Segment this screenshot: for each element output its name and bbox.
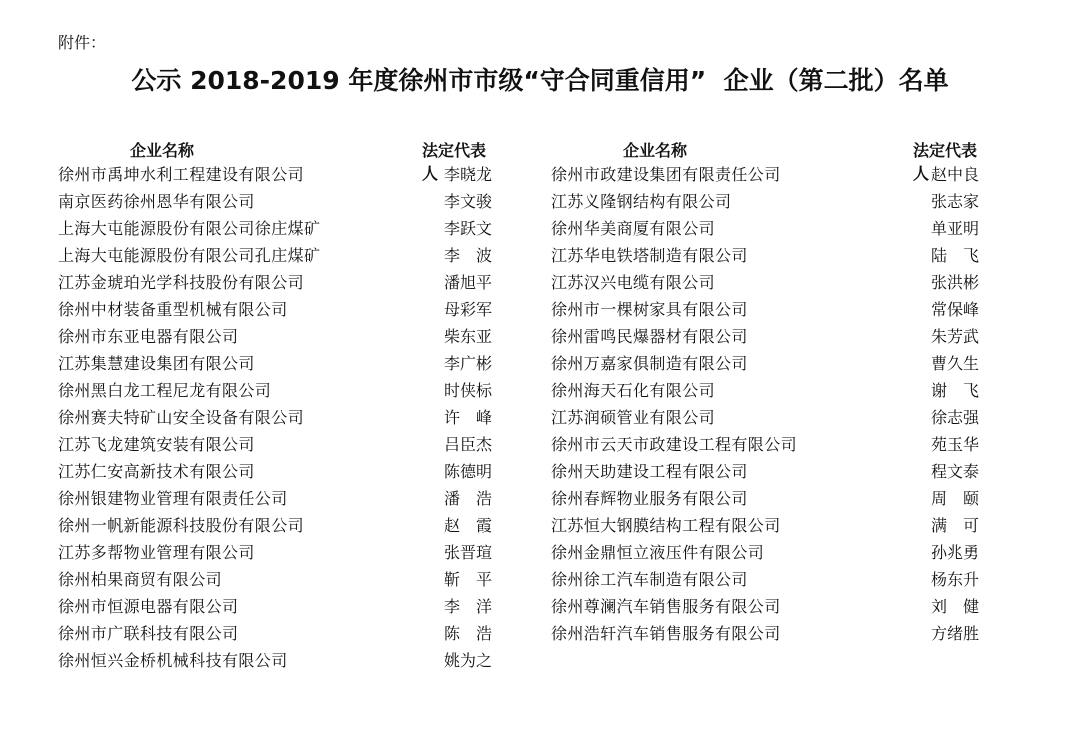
table-row (58, 243, 498, 270)
legal-representative: 单亚明 (930, 219, 979, 238)
company-name: 徐州市政建设集团有限责任公司 (551, 165, 781, 184)
legal-representative: 满 可 (930, 516, 979, 535)
company-name: 徐州海天石化有限公司 (551, 381, 716, 400)
legal-representative: 陈 浩 (443, 624, 492, 643)
company-name: 徐州春辉物业服务有限公司 (551, 489, 748, 508)
table-row (58, 405, 498, 432)
table-row (551, 162, 991, 189)
company-name: 徐州一帆新能源科技股份有限公司 (58, 516, 305, 535)
company-name: 江苏金琥珀光学科技股份有限公司 (58, 273, 305, 292)
legal-representative: 谢 飞 (930, 381, 979, 400)
company-name: 江苏润硕管业有限公司 (551, 408, 716, 427)
legal-representative: 潘 浩 (443, 489, 492, 508)
table-row (551, 324, 991, 351)
legal-representative: 陈德明 (443, 462, 492, 481)
table-row (551, 378, 991, 405)
company-name: 徐州天助建设工程有限公司 (551, 462, 748, 481)
legal-representative: 朱芳武 (930, 327, 979, 346)
table-row (551, 216, 991, 243)
legal-representative: 刘 健 (930, 597, 979, 616)
table-row (58, 459, 498, 486)
legal-representative: 李跃文 (443, 219, 492, 238)
table-row (58, 432, 498, 459)
company-name: 徐州柏果商贸有限公司 (58, 570, 223, 589)
legal-representative: 李 波 (443, 246, 492, 265)
right-table-body (551, 162, 991, 648)
legal-representative: 杨东升 (930, 570, 979, 589)
table-row (551, 243, 991, 270)
legal-representative: 曹久生 (930, 354, 979, 373)
company-name: 徐州黑白龙工程尼龙有限公司 (58, 381, 272, 400)
legal-representative: 柴东亚 (443, 327, 492, 346)
company-name: 徐州金鼎恒立液压件有限公司 (551, 543, 765, 562)
company-name: 江苏集慧建设集团有限公司 (58, 354, 255, 373)
legal-representative: 常保峰 (930, 300, 979, 319)
company-name: 江苏多帮物业管理有限公司 (58, 543, 255, 562)
company-name: 江苏义隆钢结构有限公司 (551, 192, 732, 211)
legal-representative-header: 法定代表人 (913, 141, 978, 183)
document-title: 公示 2018-2019 年度徐州市市级“守合同重信用” 企业（第二批）名单 (131, 66, 949, 95)
company-name: 江苏汉兴电缆有限公司 (551, 273, 716, 292)
legal-representative: 孙兆勇 (930, 543, 979, 562)
legal-representative: 李晓龙 (443, 165, 492, 184)
company-name: 徐州市恒源电器有限公司 (58, 597, 239, 616)
table-row (58, 162, 498, 189)
company-name: 徐州徐工汽车制造有限公司 (551, 570, 748, 589)
company-name: 徐州恒兴金桥机械科技有限公司 (58, 651, 288, 670)
company-name: 徐州雷鸣民爆器材有限公司 (551, 327, 748, 346)
attachment-label: 附件： (58, 33, 107, 52)
company-name: 上海大屯能源股份有限公司孔庄煤矿 (58, 246, 321, 265)
company-name: 南京医药徐州恩华有限公司 (58, 192, 255, 211)
legal-representative: 张晋瑄 (443, 543, 492, 562)
legal-representative: 陆 飞 (930, 246, 979, 265)
table-row (551, 486, 991, 513)
table-row (551, 513, 991, 540)
legal-representative: 姚为之 (443, 651, 492, 670)
company-name: 徐州华美商厦有限公司 (551, 219, 716, 238)
company-name: 徐州市东亚电器有限公司 (58, 327, 239, 346)
legal-representative: 潘旭平 (443, 273, 492, 292)
table-row (58, 378, 498, 405)
table-row (58, 216, 498, 243)
legal-representative: 吕臣杰 (443, 435, 492, 454)
table-row (551, 540, 991, 567)
table-row (58, 513, 498, 540)
company-name: 徐州中材装备重型机械有限公司 (58, 300, 288, 319)
company-name-header: 企业名称 (623, 141, 688, 160)
table-row (58, 270, 498, 297)
table-row (58, 297, 498, 324)
table-row (551, 270, 991, 297)
table-row (58, 594, 498, 621)
legal-representative: 母彩军 (443, 300, 492, 319)
company-name: 徐州市云天市政建设工程有限公司 (551, 435, 798, 454)
table-row (58, 648, 498, 675)
right-table (551, 138, 991, 648)
table-row (551, 459, 991, 486)
company-name: 徐州赛夫特矿山安全设备有限公司 (58, 408, 305, 427)
table-row (58, 189, 498, 216)
table-row (551, 189, 991, 216)
company-name: 徐州市广联科技有限公司 (58, 624, 239, 643)
legal-representative: 方绪胜 (930, 624, 979, 643)
company-name: 徐州万嘉家俱制造有限公司 (551, 354, 748, 373)
left-table (58, 138, 498, 675)
legal-representative: 李 洋 (443, 597, 492, 616)
company-name: 徐州市一棵树家具有限公司 (551, 300, 748, 319)
legal-representative: 周 颐 (930, 489, 979, 508)
table-row (58, 324, 498, 351)
legal-representative: 赵中良 (930, 165, 979, 184)
table-row (58, 567, 498, 594)
legal-representative: 徐志强 (930, 408, 979, 427)
table-row (58, 540, 498, 567)
left-table-body (58, 162, 498, 675)
legal-representative: 苑玉华 (930, 435, 979, 454)
table-row (58, 351, 498, 378)
table-row (551, 594, 991, 621)
company-name: 徐州尊澜汽车销售服务有限公司 (551, 597, 781, 616)
company-name: 江苏飞龙建筑安装有限公司 (58, 435, 255, 454)
table-row (551, 621, 991, 648)
company-name: 徐州浩轩汽车销售服务有限公司 (551, 624, 781, 643)
legal-representative: 赵 霞 (443, 516, 492, 535)
legal-representative: 张洪彬 (930, 273, 979, 292)
legal-representative: 李广彬 (443, 354, 492, 373)
table-row (58, 621, 498, 648)
legal-representative-header: 法定代表人 (422, 141, 487, 183)
table-row (551, 405, 991, 432)
table-row (551, 351, 991, 378)
legal-representative: 程文泰 (930, 462, 979, 481)
company-name: 徐州市禹坤水利工程建设有限公司 (58, 165, 305, 184)
table-row (58, 486, 498, 513)
company-name: 徐州银建物业管理有限责任公司 (58, 489, 288, 508)
company-name: 江苏华电铁塔制造有限公司 (551, 246, 748, 265)
table-row (551, 297, 991, 324)
company-name-header: 企业名称 (130, 141, 195, 160)
legal-representative: 时侠标 (443, 381, 492, 400)
legal-representative: 李文骏 (443, 192, 492, 211)
legal-representative: 靳 平 (443, 570, 492, 589)
legal-representative: 许 峰 (443, 408, 492, 427)
company-name: 江苏仁安高新技术有限公司 (58, 462, 255, 481)
legal-representative: 张志家 (930, 192, 979, 211)
company-name: 上海大屯能源股份有限公司徐庄煤矿 (58, 219, 321, 238)
table-row (551, 567, 991, 594)
company-name: 江苏恒大钢膜结构工程有限公司 (551, 516, 781, 535)
table-row (551, 432, 991, 459)
